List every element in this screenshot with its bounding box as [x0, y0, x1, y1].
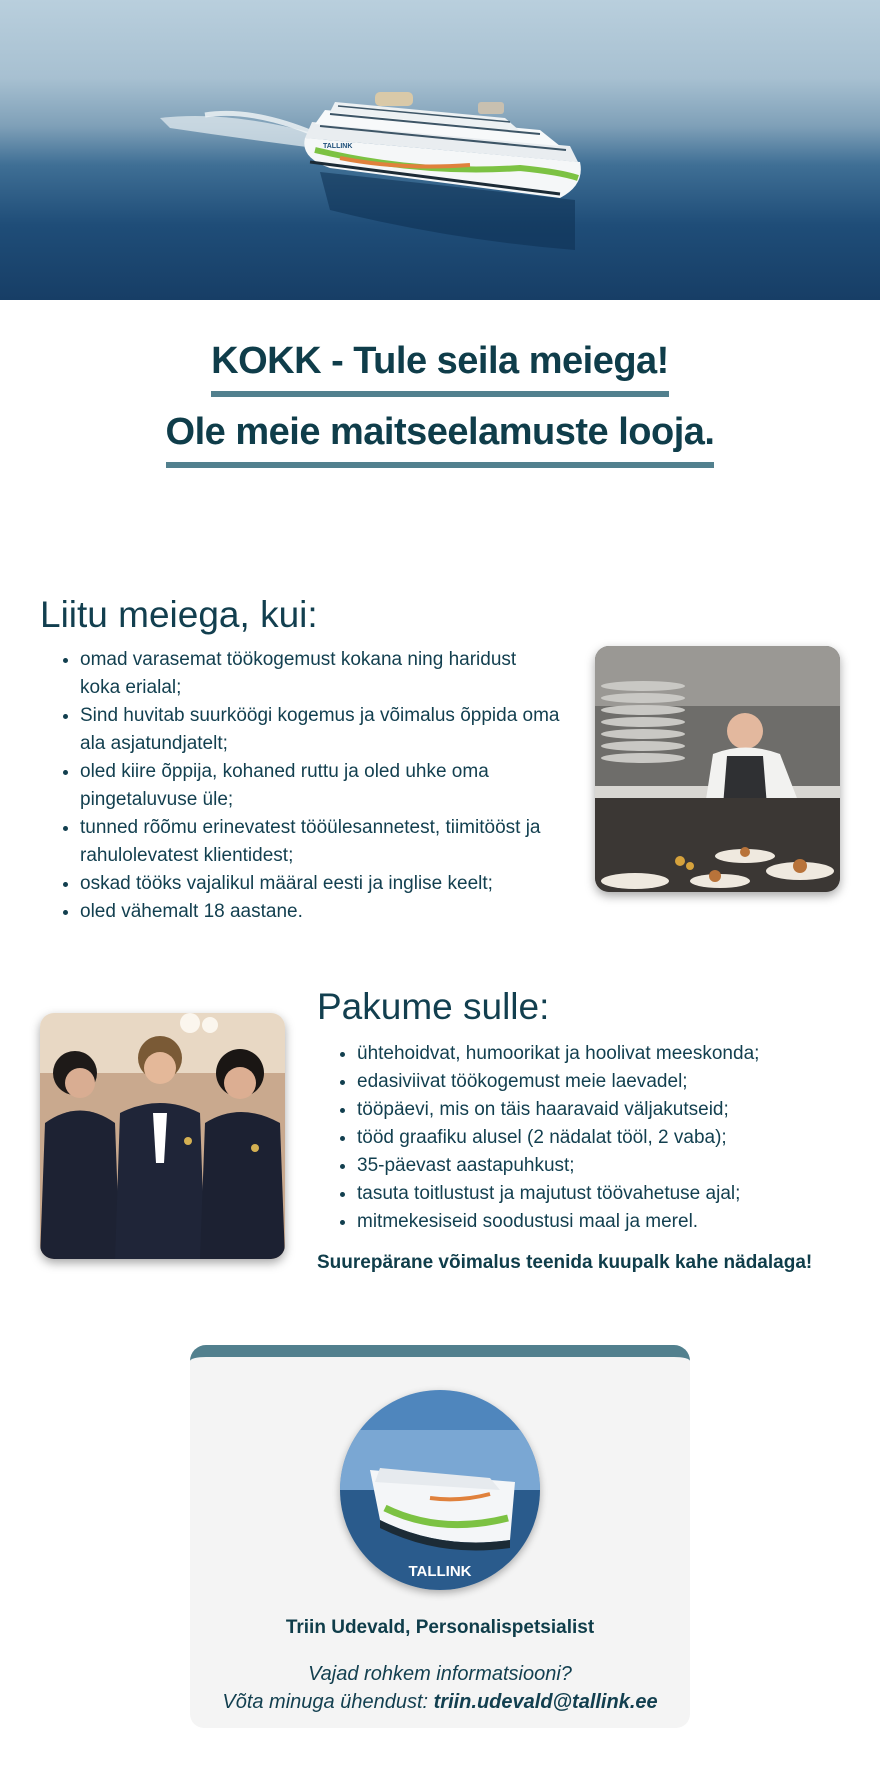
- list-item: • tööd graafiku alusel (2 nädalat tööl, 2 vaba);: [357, 1124, 857, 1152]
- list-item: • oskad tööks vajalikul määral eesti ja inglise keelt;: [80, 870, 560, 898]
- chef-photo: [595, 646, 840, 892]
- ship-image: [0, 0, 880, 300]
- page-title: KOKK - Tule seila meiega!: [211, 340, 669, 397]
- list-item: • omad varasemat töökogemust kokana ning haridust koka erialal;: [80, 646, 560, 702]
- list-item: • ühtehoidvat, humoorikat ja hoolivat meeskonda;: [357, 1040, 857, 1068]
- email-link[interactable]: triin.udevald@tallink.ee: [433, 1691, 658, 1713]
- hero-banner-image: [0, 0, 880, 300]
- contact-prefix: Võta minuga ühendust:: [222, 1691, 434, 1713]
- list-item: • tunned rõõmu erinevatest tööülesannetest, tiimitööst ja rahulolevatest klientidest;: [80, 814, 560, 870]
- list-item: • mitmekesiseid soodustusi maal ja merel.: [357, 1208, 857, 1236]
- contact-card: [190, 1345, 690, 1728]
- list-item: • 35-päevast aastapuhkust;: [357, 1152, 857, 1180]
- contact-question: Vajad rohkem informatsiooni?: [308, 1663, 572, 1685]
- list-item: • tasuta toitlustust ja majutust töövahetuse ajal;: [357, 1180, 857, 1208]
- contact-line: [190, 1691, 690, 1714]
- requirements-list: [40, 646, 560, 926]
- requirements-heading: Liitu meiega, kui:: [40, 594, 318, 635]
- offers-heading: Pakume sulle:: [317, 986, 550, 1027]
- list-item: • edasiviivat töökogemust meie laevadel;: [357, 1068, 857, 1096]
- contact-name: Triin Udevald, Personalispetsialist: [285, 1617, 595, 1638]
- svg-text:TALLINK: TALLINK: [323, 143, 353, 150]
- list-item: • tööpäevi, mis on täis haaravaid väljakutseid;: [357, 1096, 857, 1124]
- page-subtitle: Ole meie maitseelamuste looja.: [166, 411, 715, 468]
- crew-photo: [40, 1013, 285, 1259]
- list-item: • oled kiire õppija, kohaned ruttu ja oled uhke oma pingetaluvuse üle;: [80, 758, 560, 814]
- tallink-logo: TALLINK: [408, 1563, 472, 1580]
- salary-note: Suurepärane võimalus teenida kuupalk kahe nädalaga!: [317, 1252, 813, 1273]
- offers-list: [317, 1040, 857, 1236]
- avatar: [340, 1390, 540, 1590]
- list-item: • Sind huvitab suurköögi kogemus ja võimalus õppida oma ala asjatundjatelt;: [80, 702, 560, 758]
- list-item: • oled vähemalt 18 aastane.: [80, 898, 560, 926]
